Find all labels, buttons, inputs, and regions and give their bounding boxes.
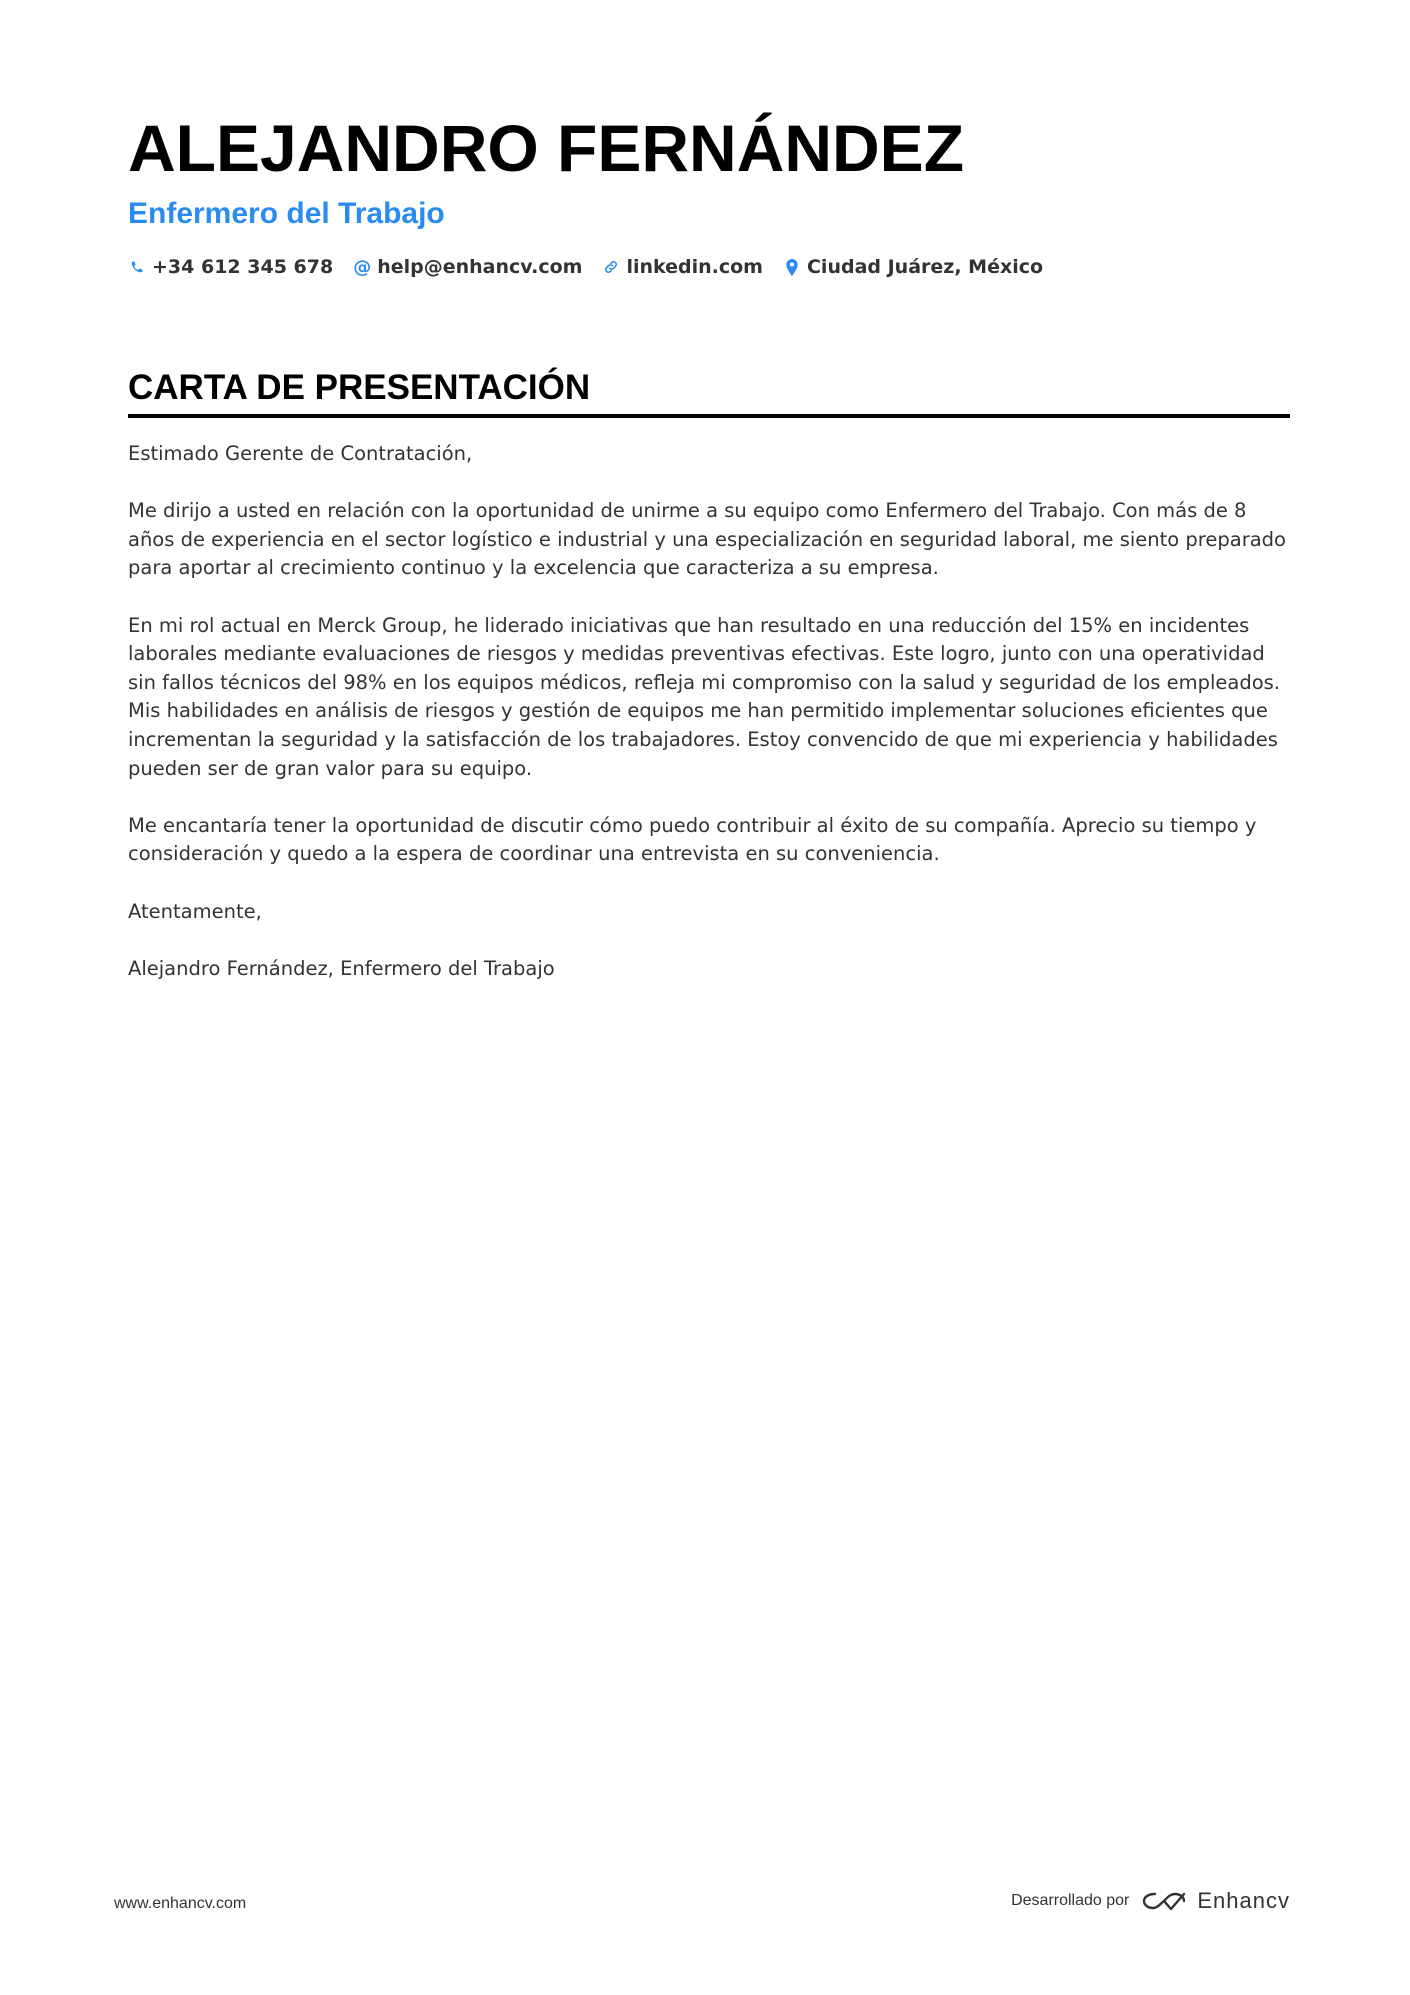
letter-body	[128, 440, 1290, 983]
section-divider	[128, 414, 1290, 418]
contact-email-text: help@enhancv.com	[377, 256, 583, 278]
contact-location	[783, 256, 1043, 278]
at-icon: @	[353, 256, 372, 278]
letter-signature: Alejandro Fernández, Enfermero del Trabajo	[128, 956, 555, 980]
powered-by-label: Desarrollado por	[1011, 1892, 1130, 1909]
contact-location-text: Ciudad Juárez, México	[806, 256, 1044, 278]
link-icon	[602, 257, 620, 277]
contact-phone-text: +34 612 345 678	[152, 256, 334, 278]
header	[128, 108, 1288, 278]
location-pin-icon	[783, 257, 801, 277]
cover-letter-section	[128, 366, 1290, 1012]
contact-phone	[128, 256, 333, 278]
letter-paragraph: Me dirijo a usted en relación con la oportunidad de unirme a su equipo como Enfermero del Trabajo. Con más de 8 años de experiencia en el sector logístico e industrial y una especialización en seguridad laboral, me siento preparado para aportar al crecimiento continuo y la excelencia que caracteriza a su empresa.	[128, 499, 1286, 580]
letter-salutation: Estimado Gerente de Contratación,	[128, 442, 473, 465]
contact-bar	[128, 256, 1288, 278]
brand-name: Enhancv	[1197, 1888, 1290, 1913]
phone-icon	[128, 257, 146, 277]
contact-email[interactable]	[353, 256, 582, 278]
section-title: CARTA DE PRESENTACIÓN	[128, 368, 591, 407]
footer-branding	[1011, 1888, 1290, 1914]
letter-paragraph: En mi rol actual en Merck Group, he liderado iniciativas que han resultado en una reducción del 15% en incidentes laborales mediante evaluaciones de riesgos y medidas preventivas efectivas. Este logro, junto con una operatividad sin fallos técnicos del 98% en los equipos médicos, refleja mi compromiso con la salud y seguridad de los empleados. Mis habilidades en análisis de riesgos y gestión de equipos me han permitido implementar soluciones eficientes que incrementan la seguridad y la satisfacción de los trabajadores. Estoy convencido de que mi experiencia y habilidades pueden ser de gran valor para su equipo.	[128, 613, 1281, 780]
candidate-name: ALEJANDRO FERNÁNDEZ	[128, 111, 965, 185]
job-title: Enfermero del Trabajo	[128, 197, 445, 230]
letter-closing: Atentamente,	[128, 899, 262, 923]
letter-paragraph: Me encantaría tener la oportunidad de discutir cómo puedo contribuir al éxito de su compañía. Aprecio su tiempo y consideración y quedo a la espera de coordinar una entrevista en su conveniencia.	[128, 813, 1257, 866]
contact-linkedin-text: linkedin.com	[626, 256, 763, 278]
footer-website[interactable]: www.enhancv.com	[114, 1895, 247, 1912]
enhancv-logo-icon	[1141, 1888, 1187, 1914]
contact-linkedin[interactable]	[602, 256, 763, 278]
